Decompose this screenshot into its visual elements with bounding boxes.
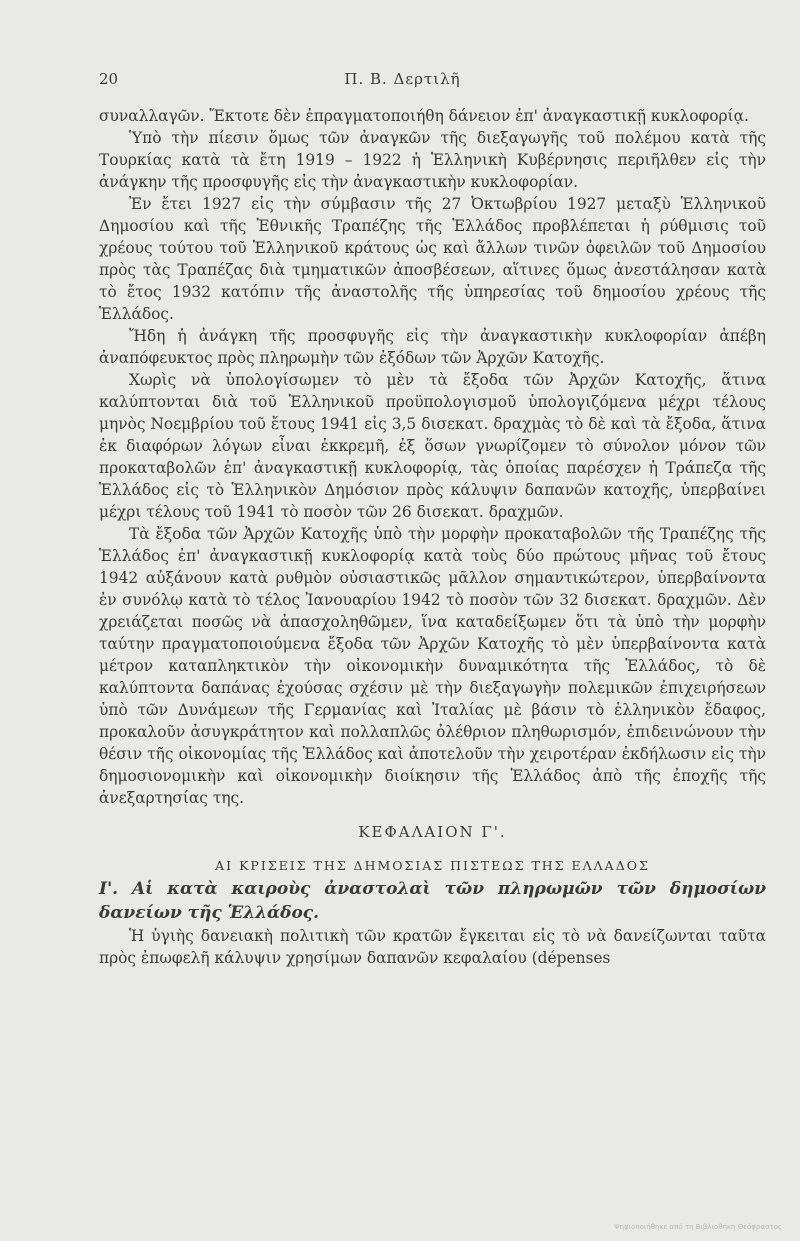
body-paragraph: Ὑπὸ τὴν πίεσιν ὅμως τῶν ἀναγκῶν τῆς διεξαγωγῆς τοῦ πολέμου κατὰ τῆς Τουρκίας κατὰ τὰ ἔτη 1919 – 1922 ἡ Ἑλληνικὴ Κυβέρνησις περιῆλθεν εἰς τὴν ἀνάγκην τῆς προσφυγῆς εἰς τὴν ἀναγκαστικὴν κυκλοφορίαν. — [99, 129, 766, 191]
body-paragraph: συναλλαγῶν. Ἔκτοτε δὲν ἐπραγματοποιήθη δάνειον ἐπ' ἀναγκαστικῇ κυκλοφορίᾳ. — [99, 107, 749, 125]
page-number: 20 — [99, 70, 119, 88]
body-paragraph: Χωρὶς νὰ ὑπολογίσωμεν τὸ μὲν τὰ ἔξοδα τῶν Ἀρχῶν Κατοχῆς, ἅτινα καλύπτονται διὰ τοῦ Ἑλληνικοῦ προϋπολογισμοῦ ὑπολογιζόμενα μέχρι τέλους μηνὸς Νοεμβρίου τοῦ ἔτους 1941 εἰς 3,5 δισεκατ. δραχμὰς τὸ δὲ καὶ τὰ ἔξοδα, ἅτινα ἐκ διαφόρων λόγων εἶναι ἐκκρεμῆ, ἐξ ὅσων γνωρίζομεν τὸ σύνολον μόνον τῶν προκαταβολῶν ἐπ' ἀναγκαστικῇ κυκλοφορίᾳ, τὰς ὁποίας παρέσχεν ἡ Τράπεζα τῆς Ἑλλάδος εἰς τὸ Ἑλληνικὸν Δημόσιον πρὸς κάλυψιν δαπανῶν κατοχῆς, ὑπερβαίνει μέχρι τέλους τοῦ 1941 τὸ ποσὸν τῶν 26 δισεκατ. δραχμῶν. — [99, 371, 766, 521]
body-paragraph: Ἡ ὑγιὴς δανειακὴ πολιτικὴ τῶν κρατῶν ἔγκειται εἰς τὸ νὰ δανείζωνται ταῦτα πρὸς ἐπωφελῆ κάλυψιν χρησίμων δαπανῶν κεφαλαίου (dépenses — [99, 927, 766, 967]
body-paragraph: Ἤδη ἡ ἀνάγκη τῆς προσφυγῆς εἰς τὴν ἀναγκαστικὴν κυκλοφορίαν ἀπέβη ἀναπόφευκτος πρὸς πληρωμὴν τῶν ἐξόδων τῶν Ἀρχῶν Κατοχῆς. — [99, 327, 766, 367]
section-title: Ι'. Αἱ κατὰ καιροὺς ἀναστολαὶ τῶν πληρωμῶν τῶν δημοσίων δανείων τῆς Ἑλλάδος. — [99, 879, 766, 923]
running-head: Π. Β. Δερτιλῆ — [344, 70, 461, 88]
page-header — [99, 70, 706, 94]
chapter-subheading: ΑΙ ΚΡΙΣΕΙΣ ΤΗΣ ΔΗΜΟΣΙΑΣ ΠΙΣΤΕΩΣ ΤΗΣ ΕΛΛΑΔΟΣ — [215, 858, 650, 873]
chapter-heading: ΚΕΦΑΛΑΙΟΝ Γ'. — [358, 823, 507, 841]
body-paragraph: Ἐν ἔτει 1927 εἰς τὴν σύμβασιν τῆς 27 Ὀκτωβρίου 1927 μεταξὺ Ἑλληνικοῦ Δημοσίου καὶ τῆς Ἐθνικῆς Τραπέζης τῆς Ἑλλάδος προβλέπεται ἡ ρύθμισις τοῦ χρέους τούτου τοῦ Ἑλληνικοῦ κράτους ὡς καὶ ἄλλων τινῶν ὀφειλῶν τοῦ Δημοσίου πρὸς τὰς Τραπέζας διὰ τμηματικῶν ἀποσβέσεων, αἵτινες ὅμως ἀνεστάλησαν κατὰ τὸ ἔτος 1932 κατόπιν τῆς ἀναστολῆς τῆς ὑπηρεσίας τοῦ δημοσίου χρέους τῆς Ἑλλάδος. — [99, 195, 766, 323]
page-body — [99, 105, 766, 969]
library-watermark: Ψηφιοποιήθηκε από τη Βιβλιοθήκη Θεόφραστος — [614, 1223, 782, 1231]
body-paragraph: Τὰ ἔξοδα τῶν Ἀρχῶν Κατοχῆς ὑπὸ τὴν μορφὴν προκαταβολῶν τῆς Τραπέζης τῆς Ἑλλάδος ἐπ' ἀναγκαστικῇ κυκλοφορίᾳ κατὰ τοὺς δύο πρώτους μῆνας τοῦ ἔτους 1942 αὐξάνουν κατὰ ρυθμὸν οὐσιαστικῶς μᾶλλον σημαντικώτερον, ὑπερβαίνοντα ἐν συνόλῳ κατὰ τὸ τέλος Ἰανουαρίου 1942 τὸ ποσὸν τῶν 32 δισεκατ. δραχμῶν. Δὲν χρειάζεται ποσῶς νὰ ἀπασχοληθῶμεν, ἵνα καταδείξωμεν ὅτι τὰ ὑπὸ τὴν μορφὴν ταύτην πραγματοποιούμενα ἔξοδα τῶν Ἀρχῶν Κατοχῆς τὸ μὲν ὑπερβαίνοντα κατὰ μέτρον καταπληκτικὸν τὴν οἰκονομικὴν δυναμικότητα τῆς Ἑλλάδος, τὸ δὲ καλύπτοντα δαπάνας ἐχούσας σχέσιν μὲ τὴν διεξαγωγὴν πολεμικῶν ἐπιχειρήσεων ὑπὸ τῶν Δυνάμεων τῆς Γερμανίας καὶ Ἰταλίας μὲ βάσιν τὸ ἑλληνικὸν ἔδαφος, προκαλοῦν ἀσυγκράτητον καὶ πολλαπλῶς ὀλέθριον πληθωρισμόν, ἐπιδεινώνουν τὴν θέσιν τῆς οἰκονομίας τῆς Ἑλλάδος καὶ ἀποτελοῦν τὴν χειροτέραν ἐκδήλωσιν εἰς τὴν δημοσιονομικὴν καὶ οἰκονομικὴν διοίκησιν τῆς Ἑλλάδος ἀπὸ τῆς ἐποχῆς τῆς ἀνεξαρτησίας της. — [99, 525, 766, 807]
